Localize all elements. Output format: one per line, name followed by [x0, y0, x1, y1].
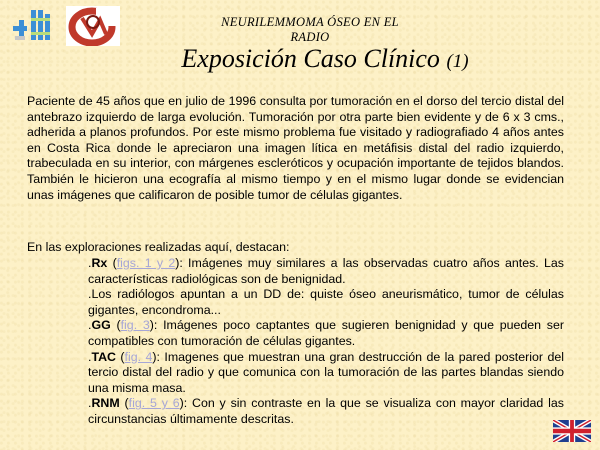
- item-tac-dot: .: [88, 349, 92, 364]
- title-main: Exposición Caso Clínico: [181, 44, 440, 73]
- item-rnm-open: (: [119, 396, 129, 411]
- item-rx: [88, 256, 564, 287]
- item-rx-dot: .: [88, 256, 92, 270]
- item-rx-text: ): Imágenes muy similares a las observadas cuatro años antes. Las características radiológicas son de benignidad.: [88, 256, 564, 286]
- item-rnm: [88, 396, 564, 427]
- item-rnm-dot: .: [88, 396, 92, 411]
- item-rnm-label: RNM: [91, 396, 120, 411]
- item-gg-open: (: [110, 318, 121, 333]
- gg-figure-link[interactable]: fig. 3: [120, 318, 150, 333]
- uk-flag-icon[interactable]: [553, 420, 591, 442]
- item-gg-label: GG: [91, 318, 111, 333]
- page-header: NEURILEMMOMA ÓSEO EN EL RADIO: [221, 15, 399, 44]
- item-rnm-text: ): Con y sin contraste en la que se visualiza con mayor claridad las circunstancias últimamente descritas.: [88, 396, 564, 426]
- item-rx-open: (: [107, 256, 117, 270]
- item-tac: [88, 350, 564, 397]
- item-gg-text: ): Imágenes poco captantes que sugieren benignidad y que pueden ser compatibles con tumoración de células gigantes.: [88, 318, 564, 348]
- item-tac-text: ): Imagenes que muestran una gran destrucción de la pared posterior del tercio distal del radio y que comunica con la tumoración de las partes blandas siendo una misma masa.: [88, 349, 564, 395]
- explorations-list: [88, 256, 564, 428]
- tac-figure-link[interactable]: fig. 4: [124, 349, 153, 364]
- university-logo-icon: [11, 6, 53, 44]
- traumatology-logo-icon: [66, 6, 120, 46]
- rx-figures-link[interactable]: figs. 1 y 2: [116, 256, 176, 270]
- item-gg: [88, 318, 564, 349]
- item-tac-open: (: [116, 349, 125, 364]
- case-description: Paciente de 45 años que en julio de 1996 consulta por tumoración en el dorso del tercio distal del antebrazo izquierdo de larga evolución. Tumoración por otra parte bien evidente y de 6 x 3 cms., adherida a planos profundos. Por este mismo problema fue visitado y radiografiado 4 años antes en Costa Rica donde le apreciaron una imagen lítica en metáfisis distal del radio izquierdo, trabeculada en su interior, con márgenes escleróticos y ocupación importante de tejidos blandos. También le hicieron una ecografía al mismo tiempo y en el mismo lugar donde se evidencian unas imágenes que calificaron de posible tumor de células gigantes.: [27, 94, 564, 202]
- item-tac-label: TAC: [91, 349, 116, 364]
- title-number: (1): [446, 51, 469, 72]
- page-title: [150, 42, 500, 79]
- item-rx-label: Rx: [91, 256, 108, 270]
- item-dd: .Los radiólogos apuntan a un DD de: quiste óseo aneurismático, tumor de células gigantes, encondroma...: [88, 287, 564, 317]
- item-gg-dot: .: [88, 318, 92, 333]
- rnm-figures-link[interactable]: fig. 5 y 6: [128, 396, 180, 411]
- explorations-intro: En las exploraciones realizadas aquí, destacan:: [27, 240, 290, 254]
